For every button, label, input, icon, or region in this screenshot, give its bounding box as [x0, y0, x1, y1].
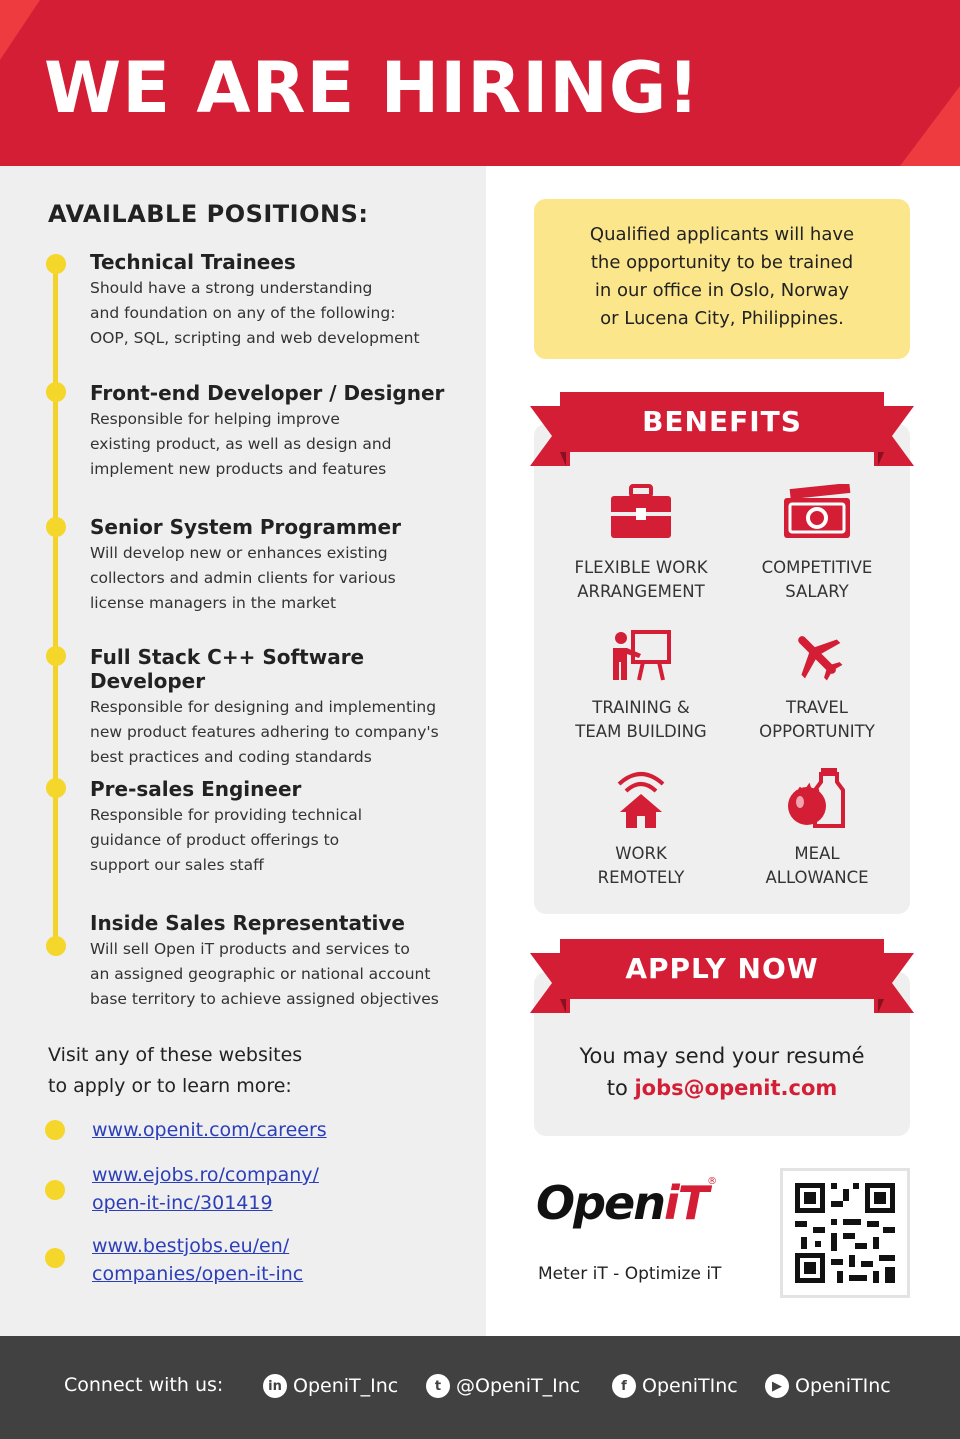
- link-text[interactable]: www.openit.com/careers: [92, 1119, 327, 1141]
- social-handle[interactable]: OpeniT_Inc: [293, 1375, 399, 1397]
- ribbon-fold: [560, 452, 566, 466]
- link-openit-careers[interactable]: [92, 1116, 462, 1144]
- benefit-label: [546, 696, 736, 744]
- apply-line: [534, 1072, 910, 1104]
- note-line: in our office in Oslo, Norway: [594, 280, 850, 301]
- wifi-home-icon: [614, 766, 668, 828]
- note-line: Qualified applicants will have: [589, 224, 855, 245]
- link-text[interactable]: www.bestjobs.eu/en/: [92, 1235, 290, 1257]
- email-link[interactable]: jobs@openit.com: [634, 1076, 838, 1100]
- link-text[interactable]: www.ejobs.ro/company/: [92, 1164, 319, 1186]
- description-line: Responsible for providing technical: [90, 806, 363, 824]
- benefits-title: BENEFITS: [560, 392, 884, 452]
- benefit-label-line: WORK: [615, 844, 667, 863]
- benefit-item: [546, 766, 736, 890]
- description-line: OOP, SQL, scripting and web development: [90, 329, 420, 347]
- benefit-label-line: TEAM BUILDING: [575, 722, 707, 741]
- benefit-label-line: SALARY: [785, 582, 849, 601]
- benefit-label-line: OPPORTUNITY: [759, 722, 875, 741]
- apply-line: You may send your resumé: [579, 1044, 865, 1068]
- position-title: Senior System Programmer: [90, 515, 401, 539]
- benefit-label: [722, 696, 912, 744]
- benefit-label-line: ARRANGEMENT: [577, 582, 705, 601]
- position-title: Technical Trainees: [90, 250, 296, 274]
- registered-mark: ®: [707, 1176, 718, 1187]
- description-line: implement new products and features: [90, 460, 387, 478]
- company-logo: [536, 1176, 736, 1230]
- note-line: the opportunity to be trained: [590, 252, 854, 273]
- facebook-icon[interactable]: f: [612, 1374, 636, 1398]
- logo-accent: iT: [663, 1176, 708, 1230]
- benefit-item: [722, 766, 912, 890]
- position-title: Pre-sales Engineer: [90, 777, 302, 801]
- benefit-item: [722, 484, 912, 604]
- visit-line: Visit any of these websites: [48, 1044, 303, 1066]
- benefit-item: [546, 484, 736, 604]
- description-line: new product features adhering to company's: [90, 723, 439, 741]
- description-line: existing product, as well as design and: [90, 435, 392, 453]
- timeline-dot: [46, 517, 66, 537]
- apply-ribbon: [530, 939, 914, 1013]
- benefit-label-line: MEAL: [794, 844, 840, 863]
- link-bestjobs[interactable]: [92, 1232, 462, 1288]
- training-note: [534, 199, 910, 359]
- description-line: Responsible for helping improve: [90, 410, 340, 428]
- benefit-label: [546, 842, 736, 890]
- benefit-label-line: FLEXIBLE WORK: [574, 558, 708, 577]
- position-item: [90, 777, 470, 878]
- social-handle[interactable]: @OpeniT_Inc: [456, 1375, 581, 1397]
- info-panel: [486, 166, 960, 1336]
- position-description: [90, 695, 470, 770]
- note-line: or Lucena City, Philippines.: [600, 308, 844, 329]
- benefit-label-line: REMOTELY: [597, 868, 685, 887]
- airplane-icon: [790, 628, 844, 682]
- position-description: [90, 803, 470, 878]
- qr-code: [780, 1168, 910, 1298]
- position-title: Inside Sales Representative: [90, 911, 405, 935]
- description-line: guidance of product offerings to: [90, 831, 340, 849]
- description-line: and foundation on any of the following:: [90, 304, 396, 322]
- position-item: [90, 381, 470, 482]
- footer: [0, 1336, 960, 1439]
- position-item: [90, 911, 470, 1012]
- youtube-icon[interactable]: ▶: [765, 1374, 789, 1398]
- header-corner-decoration: [0, 0, 40, 60]
- link-ejobs[interactable]: [92, 1161, 462, 1217]
- description-line: Will develop new or enhances existing: [90, 544, 388, 562]
- ribbon-fold: [878, 452, 884, 466]
- meal-icon: [785, 766, 849, 828]
- money-icon: [780, 484, 854, 542]
- ribbon-fold: [878, 999, 884, 1013]
- logo-wordmark: [536, 1176, 707, 1230]
- social-facebook[interactable]: [612, 1374, 738, 1398]
- position-title: Front-end Developer / Designer: [90, 381, 445, 405]
- presentation-icon: [609, 628, 673, 682]
- timeline-dot: [46, 382, 66, 402]
- description-line: base territory to achieve assigned objectives: [90, 990, 439, 1008]
- social-youtube[interactable]: [765, 1374, 891, 1398]
- link-bullet: [45, 1180, 65, 1200]
- description-line: best practices and coding standards: [90, 748, 372, 766]
- briefcase-icon: [609, 484, 673, 542]
- benefit-label-line: ALLOWANCE: [765, 868, 869, 887]
- brand-tagline: Meter iT - Optimize iT: [538, 1264, 722, 1284]
- description-line: collectors and admin clients for various: [90, 569, 396, 587]
- connect-label: Connect with us:: [64, 1374, 224, 1396]
- twitter-icon[interactable]: t: [426, 1374, 450, 1398]
- header-corner-decoration: [900, 86, 960, 166]
- social-linkedin[interactable]: [263, 1374, 398, 1398]
- page-title: WE ARE HIRING!: [44, 47, 701, 129]
- position-description: [90, 937, 470, 1012]
- benefit-label-line: TRAVEL: [785, 698, 848, 717]
- description-line: license managers in the market: [90, 594, 337, 612]
- positions-panel: [0, 166, 486, 1336]
- link-text[interactable]: companies/open-it-inc: [92, 1263, 304, 1285]
- benefit-label: [722, 556, 912, 604]
- link-bullet: [45, 1120, 65, 1140]
- timeline-dot: [46, 778, 66, 798]
- social-handle[interactable]: OpeniTInc: [642, 1375, 738, 1397]
- position-description: [90, 276, 470, 351]
- description-line: support our sales staff: [90, 856, 264, 874]
- timeline-dot: [46, 646, 66, 666]
- position-title: Full Stack C++ Software Developer: [90, 645, 365, 693]
- logo-main: Open: [536, 1176, 664, 1230]
- benefit-label: [546, 556, 736, 604]
- timeline-dot: [46, 254, 66, 274]
- ribbon-fold: [560, 999, 566, 1013]
- timeline-line: [53, 264, 58, 948]
- social-handle[interactable]: OpeniTInc: [795, 1375, 891, 1397]
- header-banner: [0, 0, 960, 166]
- benefit-label: [722, 842, 912, 890]
- benefit-label-line: COMPETITIVE: [761, 558, 873, 577]
- qr-code-icon: [783, 1171, 907, 1295]
- benefit-item: [722, 628, 912, 744]
- position-description: [90, 541, 470, 616]
- position-item: [90, 250, 470, 351]
- description-line: an assigned geographic or national account: [90, 965, 431, 983]
- position-item: [90, 515, 470, 616]
- visit-websites-text: [48, 1040, 448, 1102]
- description-line: Responsible for designing and implementing: [90, 698, 437, 716]
- benefit-item: [546, 628, 736, 744]
- benefits-ribbon: [530, 392, 914, 466]
- benefit-label-line: TRAINING &: [592, 698, 690, 717]
- position-description: [90, 407, 470, 482]
- timeline-dot: [46, 936, 66, 956]
- description-line: Should have a strong understanding: [90, 279, 373, 297]
- positions-heading: AVAILABLE POSITIONS:: [48, 200, 369, 228]
- apply-prefix: to: [606, 1076, 635, 1100]
- visit-line: to apply or to learn more:: [48, 1075, 292, 1097]
- link-text[interactable]: open-it-inc/301419: [92, 1192, 273, 1214]
- position-item: [90, 645, 470, 770]
- linkedin-icon[interactable]: in: [263, 1374, 287, 1398]
- link-bullet: [45, 1248, 65, 1268]
- apply-instructions: [534, 1040, 910, 1104]
- social-twitter[interactable]: [426, 1374, 580, 1398]
- description-line: Will sell Open iT products and services to: [90, 940, 410, 958]
- apply-title: APPLY NOW: [560, 939, 884, 999]
